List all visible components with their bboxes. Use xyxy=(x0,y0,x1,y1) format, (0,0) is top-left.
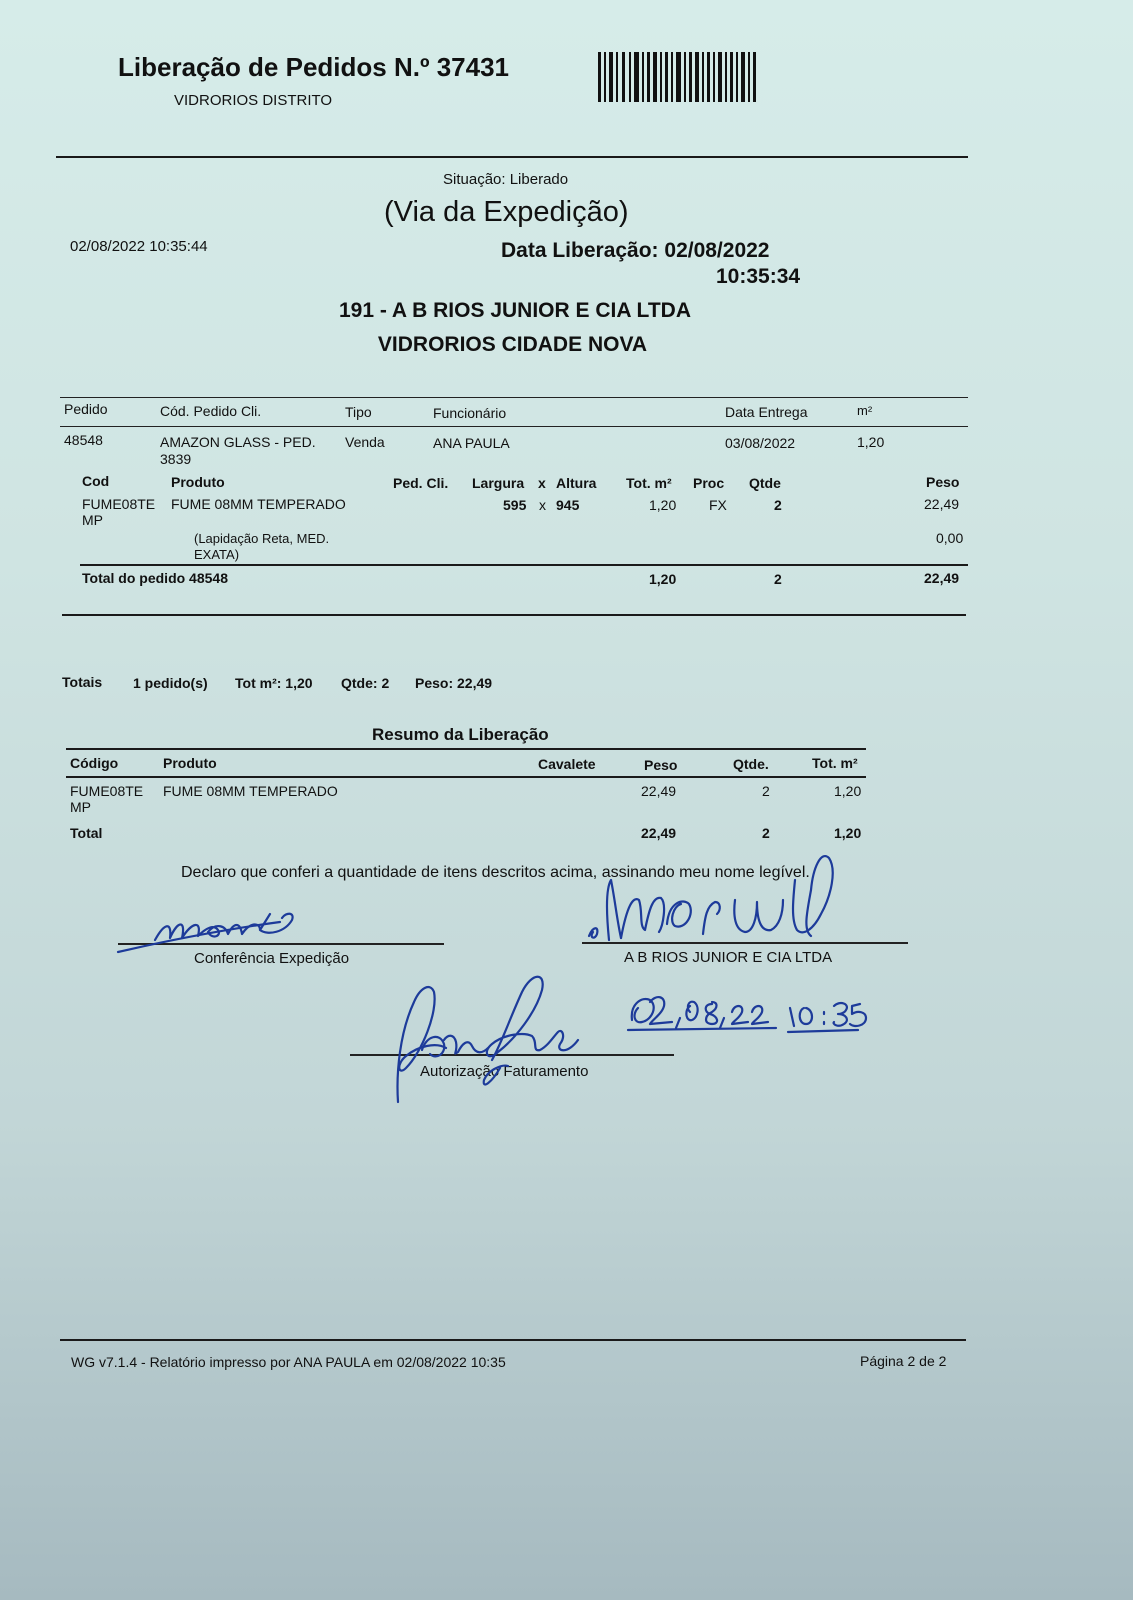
summary-col-peso: Peso xyxy=(644,757,678,773)
order-delivery-date: 03/08/2022 xyxy=(725,435,796,451)
company-subtitle: VIDRORIOS DISTRITO xyxy=(174,92,333,109)
print-datetime: 02/08/2022 10:35:44 xyxy=(70,238,208,255)
col-m2: m² xyxy=(857,403,873,418)
footer-report-info: WG v7.1.4 - Relatório impresso por ANA PAULA em 02/08/2022 10:35 xyxy=(71,1354,506,1370)
col-pedido: Pedido xyxy=(64,401,108,417)
order-total-label: Total do pedido 48548 xyxy=(82,570,228,586)
footer-divider xyxy=(60,1339,966,1341)
handwritten-date xyxy=(628,990,888,1040)
item-col-produto: Produto xyxy=(171,474,225,490)
client-branch: VIDRORIOS CIDADE NOVA xyxy=(377,333,648,356)
item-process-2: EXATA) xyxy=(194,547,240,562)
item-width: 595 xyxy=(503,497,527,513)
summary-m2: 1,20 xyxy=(834,783,862,799)
client-signature-label: A B RIOS JUNIOR E CIA LTDA xyxy=(624,949,833,966)
item-x: x xyxy=(539,497,546,513)
order-header-line xyxy=(60,426,968,427)
summary-col-produto: Produto xyxy=(163,755,217,771)
col-tipo: Tipo xyxy=(345,404,372,420)
item-process-weight: 0,00 xyxy=(936,530,964,546)
col-data-entrega: Data Entrega xyxy=(725,404,808,420)
item-col-x: x xyxy=(538,475,546,491)
summary-col-codigo: Código xyxy=(70,755,119,771)
item-height: 945 xyxy=(556,497,580,513)
footer-page-number: Página 2 de 2 xyxy=(860,1353,947,1369)
order-employee: ANA PAULA xyxy=(433,435,510,451)
item-col-qtde: Qtde xyxy=(749,475,781,491)
order-number: 48548 xyxy=(64,432,103,448)
autorizacao-label: Autorização Faturamento xyxy=(420,1063,589,1080)
order-total-line xyxy=(80,564,968,566)
autorizacao-signature xyxy=(392,972,642,1112)
summary-qty: 2 xyxy=(762,783,770,799)
item-tot-m2: 1,20 xyxy=(649,497,677,513)
client-signature xyxy=(585,840,865,960)
status-text: Situação: Liberado xyxy=(443,171,569,188)
order-total-m2: 1,20 xyxy=(649,571,677,587)
item-product: FUME 08MM TEMPERADO xyxy=(171,496,346,512)
release-time: 10:35:34 xyxy=(716,265,801,288)
item-proc: FX xyxy=(709,497,727,513)
summary-title: Resumo da Liberação xyxy=(372,725,549,744)
order-section-end-line xyxy=(62,614,966,616)
summary-product: FUME 08MM TEMPERADO xyxy=(163,783,338,799)
totals-m2: Tot m²: 1,20 xyxy=(235,675,313,691)
summary-top-line xyxy=(66,748,866,750)
item-col-tot-m2: Tot. m² xyxy=(626,475,672,491)
declaration-text: Declaro que conferi a quantidade de itens descritos acima, assinando meu nome legível. xyxy=(181,864,810,881)
summary-col-cavalete: Cavalete xyxy=(538,756,596,772)
document-title: Liberação de Pedidos N.º 37431 xyxy=(118,52,509,82)
summary-col-qtde: Qtde. xyxy=(733,756,769,772)
summary-code-1: FUME08TE xyxy=(70,783,144,799)
item-process-1: (Lapidação Reta, MED. xyxy=(194,531,330,546)
item-qty: 2 xyxy=(774,497,782,513)
order-m2: 1,20 xyxy=(857,434,885,450)
copy-label: (Via da Expedição) xyxy=(384,196,629,228)
order-client-code-2: 3839 xyxy=(160,451,192,467)
order-total-weight: 22,49 xyxy=(924,570,960,586)
item-col-altura: Altura xyxy=(556,475,597,491)
item-code-2: MP xyxy=(82,512,103,528)
client-name: 191 - A B RIOS JUNIOR E CIA LTDA xyxy=(339,299,691,322)
totals-label: Totais xyxy=(62,674,103,690)
item-col-proc: Proc xyxy=(693,475,725,491)
item-col-largura: Largura xyxy=(472,475,525,491)
summary-total-qty: 2 xyxy=(762,825,770,841)
summary-col-tot-m2: Tot. m² xyxy=(812,755,858,771)
item-col-peso: Peso xyxy=(926,474,960,490)
conferencia-label: Conferência Expedição xyxy=(194,950,350,967)
barcode xyxy=(598,52,760,102)
release-date: Data Liberação: 02/08/2022 xyxy=(501,239,770,262)
summary-code-2: MP xyxy=(70,799,91,815)
item-col-ped-cli: Ped. Cli. xyxy=(393,475,449,491)
summary-total-label: Total xyxy=(70,825,103,841)
col-cod-pedido-cli: Cód. Pedido Cli. xyxy=(160,403,262,419)
summary-header-line xyxy=(66,776,866,778)
order-client-code-1: AMAZON GLASS - PED. xyxy=(160,434,316,450)
totals-orders: 1 pedido(s) xyxy=(133,675,208,691)
summary-total-weight: 22,49 xyxy=(641,825,677,841)
order-type: Venda xyxy=(345,434,385,450)
order-table-top-line xyxy=(60,397,968,398)
order-total-qty: 2 xyxy=(774,571,782,587)
summary-total-m2: 1,20 xyxy=(834,825,862,841)
totals-weight: Peso: 22,49 xyxy=(415,675,493,691)
item-col-cod: Cod xyxy=(82,473,110,489)
item-code-1: FUME08TE xyxy=(82,496,156,512)
conferencia-signature xyxy=(110,900,330,960)
totals-qty: Qtde: 2 xyxy=(341,675,390,691)
col-funcionario: Funcionário xyxy=(433,405,507,421)
summary-weight: 22,49 xyxy=(641,783,677,799)
header-divider xyxy=(56,156,968,158)
item-weight: 22,49 xyxy=(924,496,960,512)
